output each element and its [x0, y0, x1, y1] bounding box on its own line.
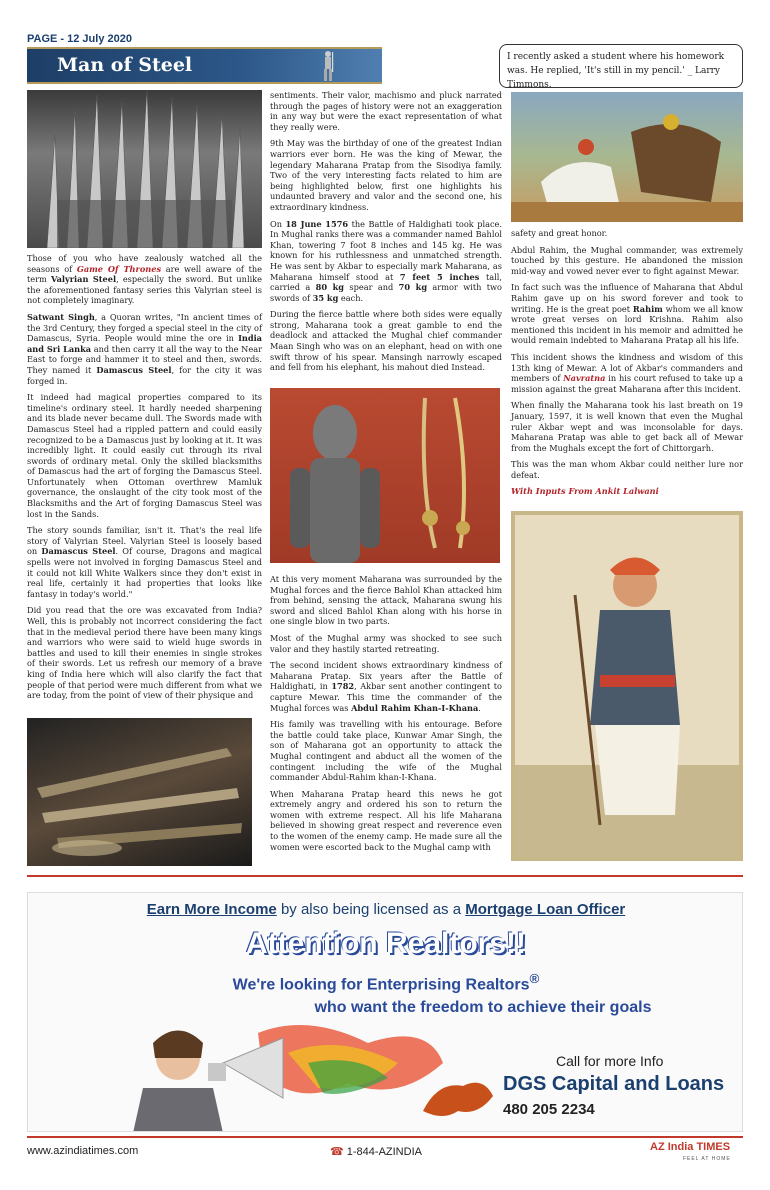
col2-paragraph-8: His family was travelling with his entourage. Before the battle could take place, Kunwar Amar Singh, the son of Maharana got an opportunity to attack the Mughal contingent and abduct all the women of the contingent including the wife of the Mughal commander Abdul-Rahim khan-I-Khana.: [270, 719, 502, 783]
col2-paragraph-2: 9th May was the birthday of one of the greatest Indian warriors ever born. He was the king of Mewar, the legendary Maharana Pratap from the Sisodiya family. Two of the very interesting facts related to him are being highlighted below, first one highlights his undaunted bravery and valor and the second one, his extraordinary kindness.: [270, 138, 502, 212]
swords-drawing: [27, 90, 262, 248]
armor-drawing: [270, 388, 500, 563]
ad-call-text: Call for more Info: [556, 1053, 664, 1069]
battle-drawing: [511, 92, 743, 222]
footer-tagline: FEEL AT HOME: [683, 1156, 731, 1162]
ad-top-line: Earn More Income by also being licensed as a Mortgage Loan Officer: [146, 901, 626, 918]
maharana-portrait-image: [511, 511, 743, 861]
ad-headline: Attention Realtors!!: [246, 927, 526, 960]
column-2-lower: [270, 574, 502, 858]
col1-paragraph-1: Those of you who have zealously watched all the seasons of Game Of Thrones are well aware of the term Valyrian Steel, especially the sword. But unlike the aforementioned fantasy series this Valyrian steel is not completely imaginary.: [27, 253, 262, 306]
section-divider: [27, 875, 743, 877]
portrait-drawing: [515, 515, 739, 857]
col2-paragraph-6: Most of the Mughal army was shocked to see such valor and they hastily started retreating.: [270, 632, 502, 654]
page-number: PAGE - 12 July 2020: [27, 33, 132, 45]
footer-phone[interactable]: ☎ 1-844-AZINDIA: [330, 1146, 422, 1158]
col2-paragraph-9: When Maharana Pratap heard this news he got extremely angry and ordered his son to return the women with extreme respect. All his life Maharana believed in showing great respect and reverence even to the women of the enemy camp. He made sure all the women were escorted back to the Mughal camp with: [270, 788, 502, 852]
iron-throne-image: [27, 90, 262, 248]
col3-paragraph-1: safety and great honor.: [511, 228, 608, 238]
damascus-swords-image: [27, 718, 252, 866]
knight-silhouette-icon: [319, 50, 337, 82]
col3-paragraph-2: Abdul Rahim, the Mughal commander, was extremely touched by this gesture. He abandoned the mission mid-way and vowed never ever to fight against Mewar.: [511, 244, 743, 276]
ad-subline-1: We're looking for Enterprising Realtors®: [232, 971, 540, 994]
battle-painting-image: [511, 92, 743, 222]
armor-and-swords-image: [270, 388, 500, 563]
col1-paragraph-5: Did you read that the ore was excavated from India? Well, this is probably not incorrect considering the fact that in the medieval period there have been many kings and warriors who were said to wield huge swords in battles and used to kill their enemies in single strokes of their swords. Let us refresh our memory of a brave king of India here which will also clarify the fact that people of that period were much different from what we are today, from the point of view of their physique and: [27, 605, 262, 701]
woman-with-megaphone-graphic: [123, 1003, 313, 1132]
column-1: [27, 253, 262, 707]
article-title-bar: [27, 47, 382, 84]
col1-paragraph-2: Satwant Singh, a Quoran writes, "In ancient times of the 3rd Century, they forged a special steel in the city of Damascus, Syria. People would mine the ore in India and Sri Lanka and then carry it all the way to the Near East to forge and hammer it to steel and then, swords. They named it Damascus Steel, for the city it was forged in.: [27, 311, 262, 386]
col3-paragraph-4: This incident shows the kindness and wisdom of this 13th king of Mewar. A lot of Akbar's commanders and members of Navratna in his court refused to take up a mission against the great Maharana after this incident.: [511, 351, 743, 394]
daggers-drawing: [27, 718, 252, 866]
footer-logo: AZ India TIMES: [650, 1141, 731, 1153]
column-3: [511, 228, 743, 503]
col1-paragraph-3: It indeed had magical properties compared to its timeline's ordinary steel. It hardly needed sharpening and its blade never became dull. The Swords made with Damascus Steel had a rippled pattern and could easily recognized to be a Damascus just by looking at it. It was incredibly light. It could easily cut through its rival swords of ordinary metal. Only the skilled blacksmiths of Damascus had the art of forging the Damascus Steel. Unfortunately when Ottoman overthrew Mamluk governance, the onslaught of the city took most of the Blacksmiths and the Art of forging Damascus Steel was lost in the Sands.: [27, 392, 263, 519]
author-credit: With Inputs From Ankit Lalwani: [511, 486, 659, 497]
col2-paragraph-3: On 18 June 1576 the Battle of Haldighati took place. In Mughal ranks there was a commander named Bahlol Khan, towering 7 foot 8 inches and 145 kg. He was known for his ruthlessness and unmatched strength. He was sent by Akbar to especially mark Maharana, as Maharana himself stood at 7 feet 5 inches tall, carried a 80 kg spear and 70 kg armor with two swords of 35 kg each.: [270, 218, 502, 303]
quote-box: I recently asked a student where his homework was. He replied, 'It's still in my pencil.' _ Larry Timmons.: [499, 44, 743, 88]
ad-phone[interactable]: 480 205 2234: [503, 1101, 595, 1118]
col3-paragraph-3: In fact such was the influence of Maharana that Abdul Rahim gave up on his sword forever and took to writing. He is the great poet Rahim whom we all know wrote great verses on lord Krishna. Rahim also mentioned this incident in his memoir and admitted he would remain indebted to Maharana Pratap all his life.: [511, 282, 743, 346]
article-title: Man of Steel: [57, 54, 193, 76]
col2-paragraph-4: During the fierce battle where both sides were equally strong, Maharana took a great gamble to end the deadlock and attacked the Mughal chief commander Maan Singh who was on an elephant, head on with one swift throw of his spear. Mansingh narrowly escaped and fell from his elephant, his mahout died Instead.: [270, 309, 502, 373]
column-2: [270, 90, 502, 379]
phone-icon: ☎: [330, 1146, 344, 1158]
col3-paragraph-6: This was the man whom Akbar could neither lure nor defeat.: [511, 459, 743, 480]
advertisement[interactable]: [27, 892, 743, 1132]
col1-paragraph-4: The story sounds familiar, isn't it. That's the real life story of Valyrian Steel. Valyrian Steel is loosely based on Damascus Steel. Of course, Dragons and magical spells were not involved in forging Damascus Steel and it could not kill White Walkers since they don't exist in real life, certainly it had properties that looks like fantasy in today's world.": [27, 525, 262, 599]
ad-company-name: DGS Capital and Loans: [503, 1073, 725, 1095]
footer-website-link[interactable]: www.azindiatimes.com: [27, 1145, 139, 1157]
bull-logo-icon: [418, 1071, 498, 1121]
footer-divider: [27, 1136, 743, 1138]
ad-subline-2: who want the freedom to achieve their goals: [314, 999, 652, 1016]
col2-paragraph-1: sentiments. Their valor, machismo and pluck narrated through the pages of history were not an exaggeration in any way but were the exact representation of what they really were.: [270, 90, 502, 132]
col2-paragraph-7: The second incident shows extraordinary kindness of Maharana Pratap. Six years after the Battle of Haldighati, in 1782, Akbar sent another contingent to capture Mewar. This time the commander of the Mughal forces was Abdul Rahim Khan-I-Khana.: [270, 660, 502, 713]
col2-paragraph-5: At this very moment Maharana was surrounded by the Mughal forces and the fierce Bahlol Khan attacked him from behind, sensing the attack, Maharana swung his sword and sliced Bahlol Khan along with his horse in one single blow in two parts.: [270, 574, 502, 627]
col3-paragraph-5: When finally the Maharana took his last breath on 19 January, 1597, it is well known that even the Mughal ruler Akbar wept and was inconsolable for days. Maharana Pratap was able to get back all of Mewar from the Mughals except the fort of Chittorgarh.: [511, 400, 743, 453]
